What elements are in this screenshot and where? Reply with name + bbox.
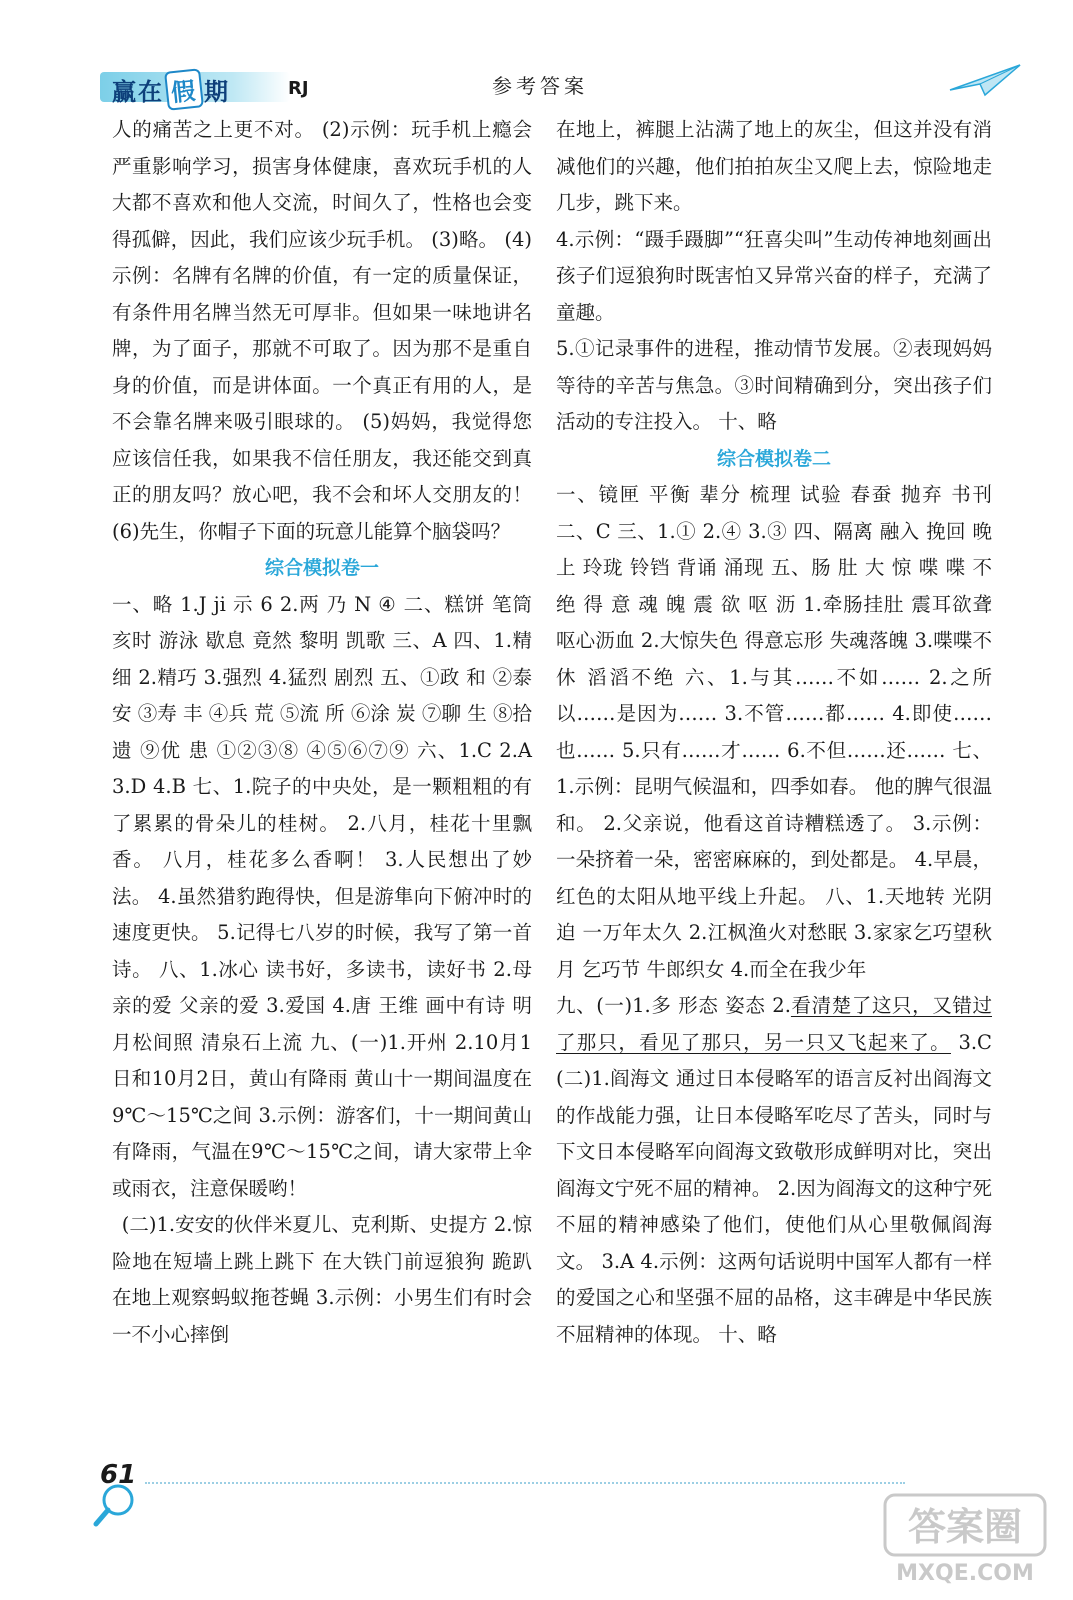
- answer-paragraph: 4.示例：“蹑手蹑脚”“狂喜尖叫”生动传神地刻画出孩子们逗狼狗时既害怕又异常兴奋的样子，充满了童趣。: [556, 227, 992, 324]
- answer-paragraph: 5.①记录事件的进程，推动情节发展。②表现妈妈等待的辛苦与焦急。③时间精确到分，突出孩子们活动的专注投入。 十、略: [556, 337, 992, 433]
- paper-plane-icon: [945, 60, 1025, 100]
- footer-divider: [145, 1482, 905, 1484]
- answer-paragraph: [556, 988, 992, 1353]
- page-title: 参考答案: [492, 74, 588, 98]
- logo-post: 期: [204, 78, 230, 106]
- logo-pre: 赢在: [112, 78, 164, 106]
- logo-badge: 假: [164, 68, 204, 111]
- answer-paragraph: 在地上，裤腿上沾满了地上的灰尘，但这并没有消减他们的兴趣，他们拍拍灰尘又爬上去，惊险地走几步，跳下来。: [556, 118, 992, 214]
- page-number: 61: [100, 1460, 137, 1490]
- section-title: 综合模拟卷二: [716, 447, 831, 470]
- answer-text: 九、(一)1.多 形态 姿态 2.: [556, 994, 791, 1017]
- answer-paragraph: (二)1.安安的伙伴米夏儿、克利斯、史提方 2.惊险地在短墙上跳上跳下 在大铁门前逗狼狗 跪趴在地上观察蚂蚁拖苍蝇 3.示例：小男生们有时会一不小心摔倒: [112, 1213, 532, 1346]
- left-column: [112, 112, 532, 1353]
- right-column: [556, 112, 992, 1353]
- edition-label: RJ: [288, 78, 309, 99]
- answer-paragraph: 一、镜匣 平衡 辈分 梳理 试验 春蚕 抛弃 书刊 二、C 三、1.① 2.④ 3.③ 四、隔离 融入 挽回 晚上 玲珑 铃铛 背诵 涌现 五、肠 肚 大 惊 喋 喋 不 绝 得 意 魂 魄 震 欲 呕 沥 1.牵肠挂肚 震耳欲聋 呕心沥血 2.大惊失色 得意忘形 失魂落魄 3.喋喋不休 滔滔不绝 六、1.与其……不如…… 2.之所以……是因为…… 3.不管……都…… 4.即使……也…… 5.只有……才…… 6.不但……还…… 七、1.示例：昆明气候温和，四季如春。 他的脾气很温和。 2.父亲说，他看这首诗糟糕透了。 3.示例：一朵挤着一朵，密密麻麻的，到处都是。 4.早晨，红色的太阳从地平线上升起。 八、1.天地转 光阴迫 一万年太久 2.江枫渔火对愁眠 3.家家乞巧望秋月 乞巧节 牛郎织女 4.而全在我少年: [556, 483, 992, 981]
- section-title: 综合模拟卷一: [264, 557, 379, 579]
- answer-paragraph: 一、略 1.J ji 示 6 2.两 乃 N ④ 二、糕饼 笔筒 亥时 游泳 歇息 竟然 黎明 凯歌 三、A 四、1.精细 2.精巧 3.强烈 4.猛烈 剧烈 五、①政 和 ②泰 安 ③寿 丰 ④兵 荒 ⑤流 所 ⑥涂 炭 ⑦聊 生 ⑧拾 遗 ⑨优 患 ①②③⑧ ④⑤⑥⑦⑨ 六、1.C 2.A 3.D 4.B 七、1.院子的中央处，是一颗粗粗的有了累累的骨朵儿的桂树。 2.八月，桂花十里飘香。 八月，桂花多么香啊！ 3.人民想出了妙法。 4.虽然猎豹跑得快，但是游隼向下俯冲时的速度更快。 5.记得七八岁的时候，我写了第一首诗。 八、1.冰心 读书好，多读书，读好书 2.母亲的爱 父亲的爱 3.爱国 4.唐 王维 画中有诗 明月松间照 清泉石上流 九、(一)1.开州 2.10月1日和10月2日，黄山有降雨 黄山十一期间温度在9℃～15℃之间 3.示例：游客们，十一期间黄山有降雨，气温在9℃～15℃之间，请大家带上伞或雨衣，注意保暖哟！: [112, 592, 532, 1200]
- watermark-logo: [880, 1490, 1050, 1590]
- answer-paragraph: 人的痛苦之上更不对。 (2)示例：玩手机上瘾会严重影响学习，损害身体健康，喜欢玩手机的人大都不喜欢和他人交流，时间久了，性格也会变得孤僻，因此，我们应该少玩手机。 (3)略。 (4)示例：名牌有名牌的价值，有一定的质量保证，有条件用名牌当然无可厚非。但如果一味地讲名牌，为了面子，那就不可取了。因为那不是重自身的价值，而是讲体面。一个真正有用的人，是不会靠名牌来吸引眼球的。 (5)妈妈，我觉得您应该信任我，如果我不信任朋友，我还能交到真正的朋友吗？放心吧，我不会和坏人交朋友的！ (6)先生，你帽子下面的玩意儿能算个脑袋吗？: [112, 118, 532, 543]
- answer-text: 3.C (二)1.阎海文 通过日本侵略军的语言反衬出阎海文的作战能力强，让日本侵略军吃尽了苦头，同时与下文日本侵略军向阎海文致敬形成鲜明对比，突出阎海文宁死不屈的精神。 2.因为阎海文的这种宁死不屈的精神感染了他们，使他们从心里敬佩阎海文。 3.A 4.示例：这两句话说明中国军人都有一样的爱国之心和坚强不屈的品格，这丰碑是中华民族不屈精神的体现。 十、略: [556, 1030, 992, 1346]
- book-logo: [100, 68, 290, 108]
- logo-text: [112, 70, 230, 109]
- underlined-answer: 看清楚了这只，又错过了那只，看见了那只，另一只又飞起来了。: [556, 994, 992, 1054]
- watermark-text: 答案圈: [907, 1505, 1023, 1549]
- watermark-url: MXQE.COM: [896, 1561, 1034, 1586]
- page-header: [0, 0, 1073, 110]
